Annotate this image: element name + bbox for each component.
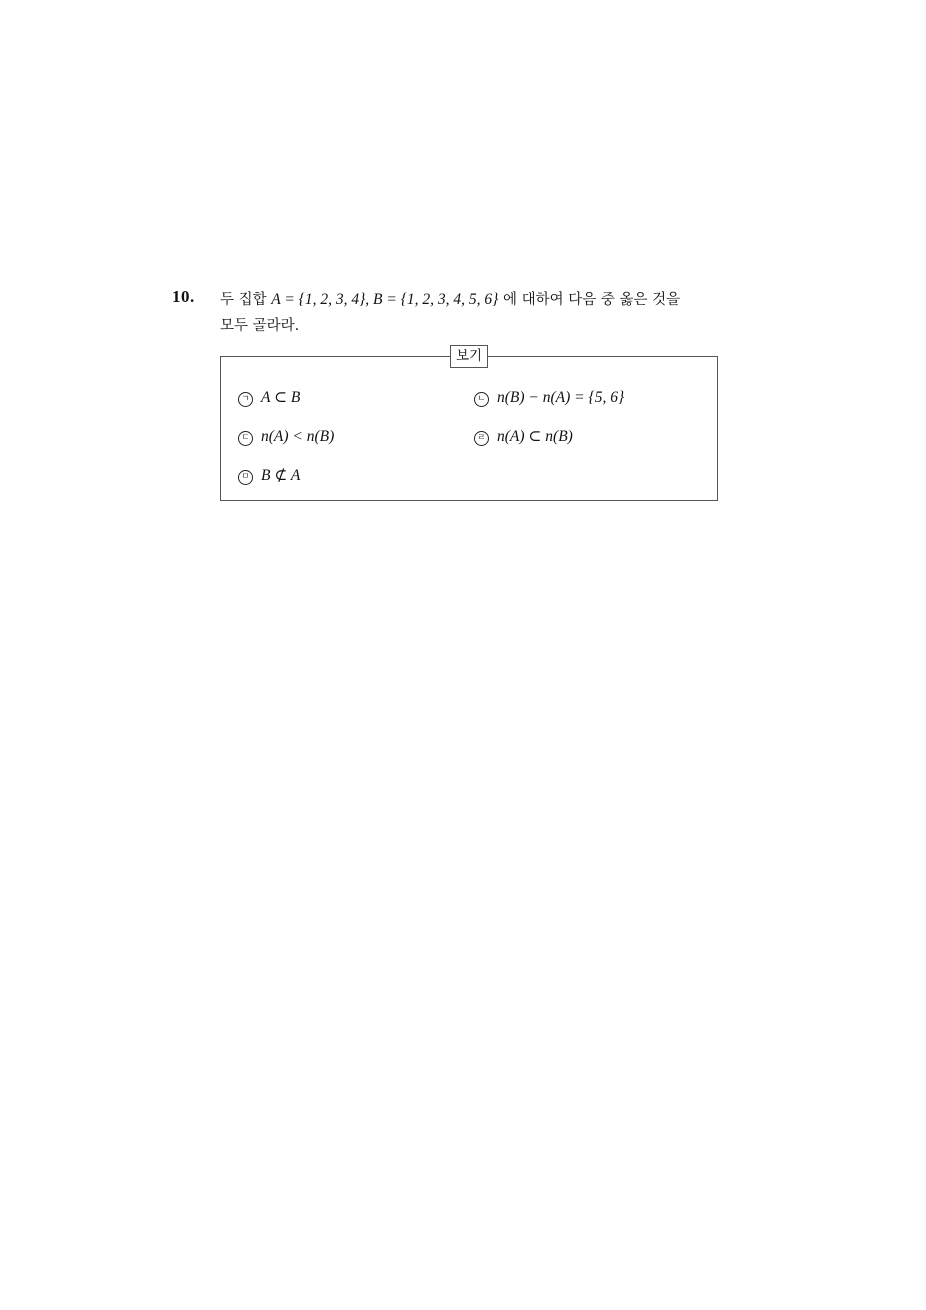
choice-expression: A ⊂ B [261,389,301,406]
choice-marker-nieun: ㄴ [474,392,489,407]
bogi-box [220,348,718,501]
choice-marker-rieul: ㄹ [474,431,489,446]
choice-digeut [238,427,334,447]
stem-prefix: 두 집합 [220,292,272,308]
bogi-label: 보기 [450,345,488,368]
set-a-definition: A = {1, 2, 3, 4}, [271,291,374,308]
set-b-definition: B = {1, 2, 3, 4, 5, 6} [373,291,499,308]
choice-nieun [474,388,624,408]
choice-expression: n(A) < n(B) [261,428,335,445]
choice-marker-mieum: ㅁ [238,470,253,485]
choice-marker-giyeok: ㄱ [238,392,253,407]
choice-mieum [238,466,300,486]
question-number: 10. [172,287,195,306]
choice-expression: B ⊄ A [261,467,301,484]
choice-rieul [474,427,573,447]
question-stem-line-1 [220,287,760,313]
question-stem-line-2: 모두 골라라. [220,318,300,334]
question-stem [220,287,760,339]
choice-giyeok [238,388,300,408]
choice-marker-digeut: ㄷ [238,431,253,446]
stem-suffix: 에 대하여 다음 중 옳은 것을 [498,292,681,308]
choice-expression: n(A) ⊂ n(B) [497,428,573,445]
choice-expression: n(B) − n(A) = {5, 6} [497,389,625,406]
